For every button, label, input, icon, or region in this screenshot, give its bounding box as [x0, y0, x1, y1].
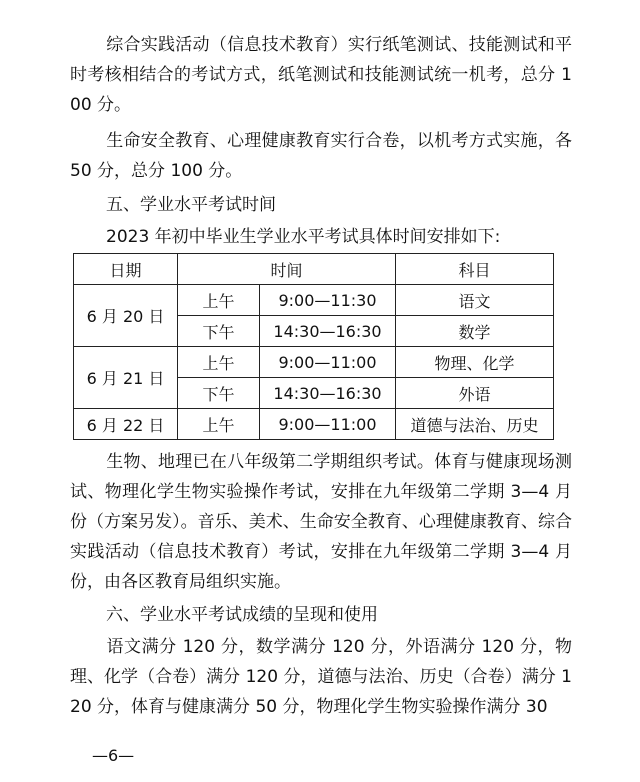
paragraph-full-marks [70, 632, 572, 722]
header-subject: 科目 [396, 254, 554, 285]
time-cell: 14:30—16:30 [260, 316, 396, 347]
date-cell: 6 月 22 日 [74, 409, 178, 440]
time-cell: 9:00—11:00 [260, 347, 396, 378]
paragraph-text: 生物、地理已在八年级第二学期组织考试。体育与健康现场测试、物理化学生物实验操作考试，安排在九年级第二学期 3—4 月份（方案另发）。音乐、美术、生命安全教育、心理健康教育、综合实践活动（信息技术教育）考试，安排在九年级第二学期 3—4 月份，由各区教育局组织实施。 [70, 452, 572, 592]
time-cell: 9:00—11:30 [260, 285, 396, 316]
period-cell: 下午 [178, 378, 260, 409]
period-cell: 上午 [178, 347, 260, 378]
paragraph-text: 生命安全教育、心理健康教育实行合卷，以机考方式实施，各 50 分，总分 100 分。 [70, 131, 572, 181]
period-cell: 下午 [178, 316, 260, 347]
table-row [74, 347, 554, 378]
heading-text: 六、学业水平考试成绩的呈现和使用 [106, 605, 378, 625]
heading-text: 五、学业水平考试时间 [106, 195, 276, 215]
table-row [74, 409, 554, 440]
time-cell: 14:30—16:30 [260, 378, 396, 409]
paragraph-comprehensive-practice [70, 30, 572, 120]
schedule-intro [70, 222, 572, 252]
period-cell: 上午 [178, 409, 260, 440]
table-header-row [74, 254, 554, 285]
subject-cell: 外语 [396, 378, 554, 409]
period-cell: 上午 [178, 285, 260, 316]
header-time: 时间 [178, 254, 396, 285]
header-date: 日期 [74, 254, 178, 285]
paragraph-other-exams [70, 447, 572, 597]
section-heading-scores [70, 600, 572, 630]
date-cell: 6 月 20 日 [74, 285, 178, 347]
paragraph-safety-health [70, 126, 572, 186]
subject-cell: 数学 [396, 316, 554, 347]
subject-cell: 语文 [396, 285, 554, 316]
table-row [74, 285, 554, 316]
time-cell: 9:00—11:00 [260, 409, 396, 440]
exam-schedule-table [73, 253, 554, 440]
date-cell: 6 月 21 日 [74, 347, 178, 409]
page-number: —6— [92, 746, 135, 765]
paragraph-text: 综合实践活动（信息技术教育）实行纸笔测试、技能测试和平时考核相结合的考试方式，纸笔测试和技能测试统一机考，总分 100 分。 [70, 35, 572, 115]
subject-cell: 道德与法治、历史 [396, 409, 554, 440]
section-heading-exam-time [70, 190, 572, 220]
intro-text: 2023 年初中毕业生学业水平考试具体时间安排如下: [106, 227, 501, 247]
paragraph-text: 语文满分 120 分，数学满分 120 分，外语满分 120 分，物理、化学（合卷）满分 120 分，道德与法治、历史（合卷）满分 120 分，体育与健康满分 50 分，物理化学生物实验操作满分 30 [70, 637, 572, 717]
subject-cell: 物理、化学 [396, 347, 554, 378]
